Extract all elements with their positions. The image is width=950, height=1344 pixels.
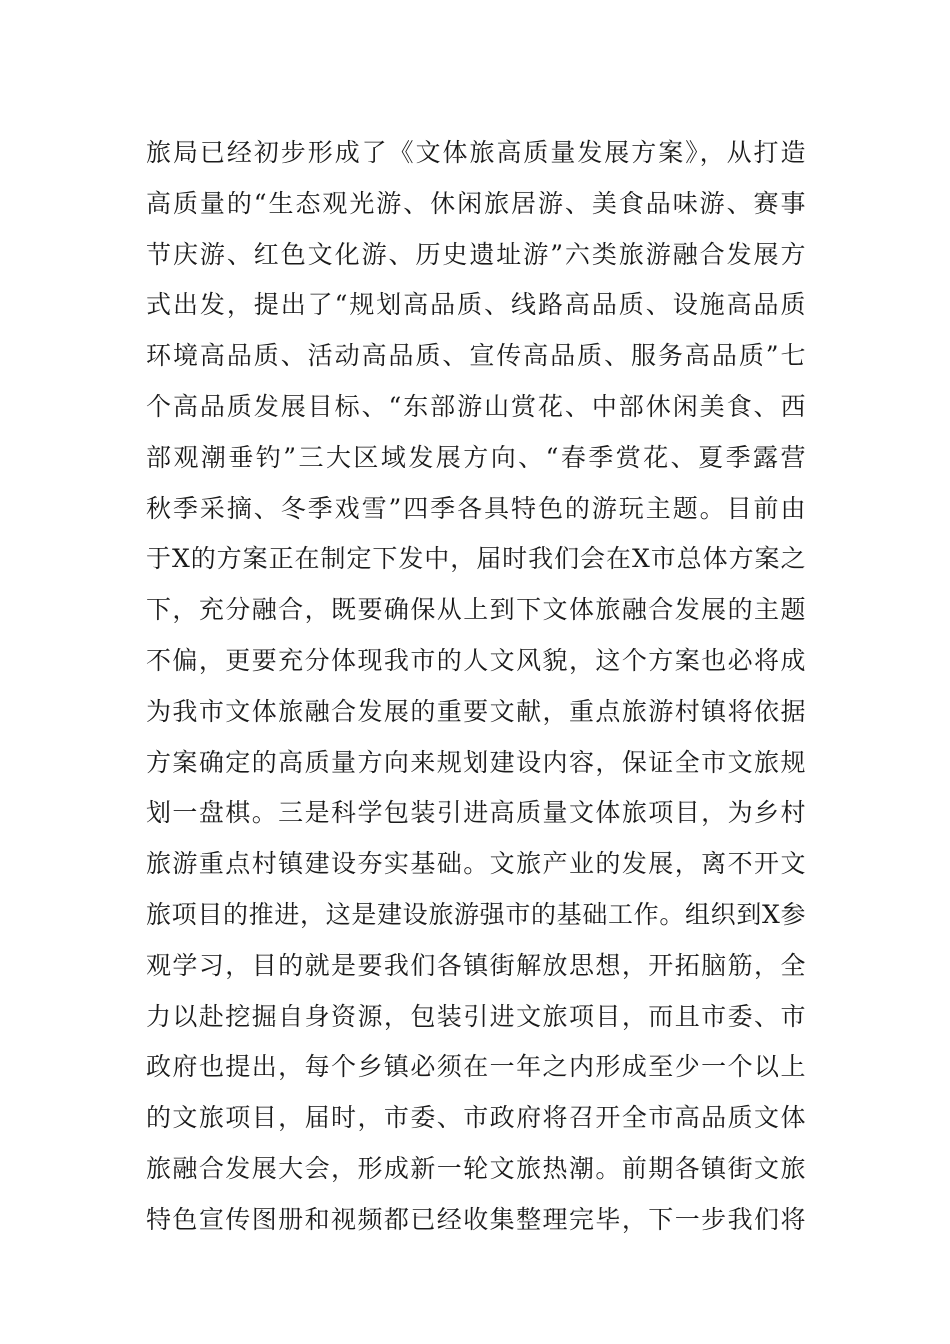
text-line: 观学习，目的就是要我们各镇街解放思想，开拓脑筋，全 (146, 950, 806, 980)
text-line: 高质量的“生态观光游、休闲旅居游、美食品味游、赛事 (146, 188, 806, 218)
text-line: 政府也提出，每个乡镇必须在一年之内形成至少一个以上 (146, 1052, 806, 1082)
text-line: 式出发，提出了“规划高品质、线路高品质、设施高品质 (146, 290, 806, 320)
text-line: 旅局已经初步形成了《文体旅高质量发展方案》，从打造 (146, 138, 806, 167)
text-line: 下，充分融合，既要确保从上到下文体旅融合发展的主题 (146, 595, 806, 625)
text-line: 个高品质发展目标、“东部游山赏花、中部休闲美食、西 (146, 391, 806, 421)
text-line: 力以赴挖掘自身资源，包装引进文旅项目，而且市委、市 (146, 1001, 806, 1031)
text-line: 为我市文体旅融合发展的重要文献，重点旅游村镇将依据 (146, 696, 806, 726)
body-paragraph (146, 128, 806, 1246)
text-line: 环境高品质、活动高品质、宣传高品质、服务高品质”七 (146, 341, 806, 371)
text-line: 特色宣传图册和视频都已经收集整理完毕，下一步我们将 (146, 1204, 806, 1234)
text-line: 的文旅项目，届时，市委、市政府将召开全市高品质文体 (146, 1103, 806, 1133)
text-line: 不偏，更要充分体现我市的人文风貌，这个方案也必将成 (146, 645, 806, 675)
text-line: 旅项目的推进，这是建设旅游强市的基础工作。组织到X参 (146, 899, 806, 929)
text-line: 部观潮垂钓”三大区域发展方向、“春季赏花、夏季露营 (146, 442, 806, 472)
text-line: 节庆游、红色文化游、历史遗址游”六类旅游融合发展方 (146, 239, 806, 269)
text-line: 旅游重点村镇建设夯实基础。文旅产业的发展，离不开文 (146, 849, 806, 879)
text-line: 划一盘棋。三是科学包装引进高质量文体旅项目，为乡村 (146, 798, 806, 828)
text-line: 秋季采摘、冬季戏雪”四季各具特色的游玩主题。目前由 (146, 493, 806, 523)
text-line: 于X的方案正在制定下发中，届时我们会在X市总体方案之 (146, 544, 806, 574)
text-line: 方案确定的高质量方向来规划建设内容，保证全市文旅规 (146, 747, 806, 777)
text-line: 旅融合发展大会，形成新一轮文旅热潮。前期各镇街文旅 (146, 1153, 806, 1183)
